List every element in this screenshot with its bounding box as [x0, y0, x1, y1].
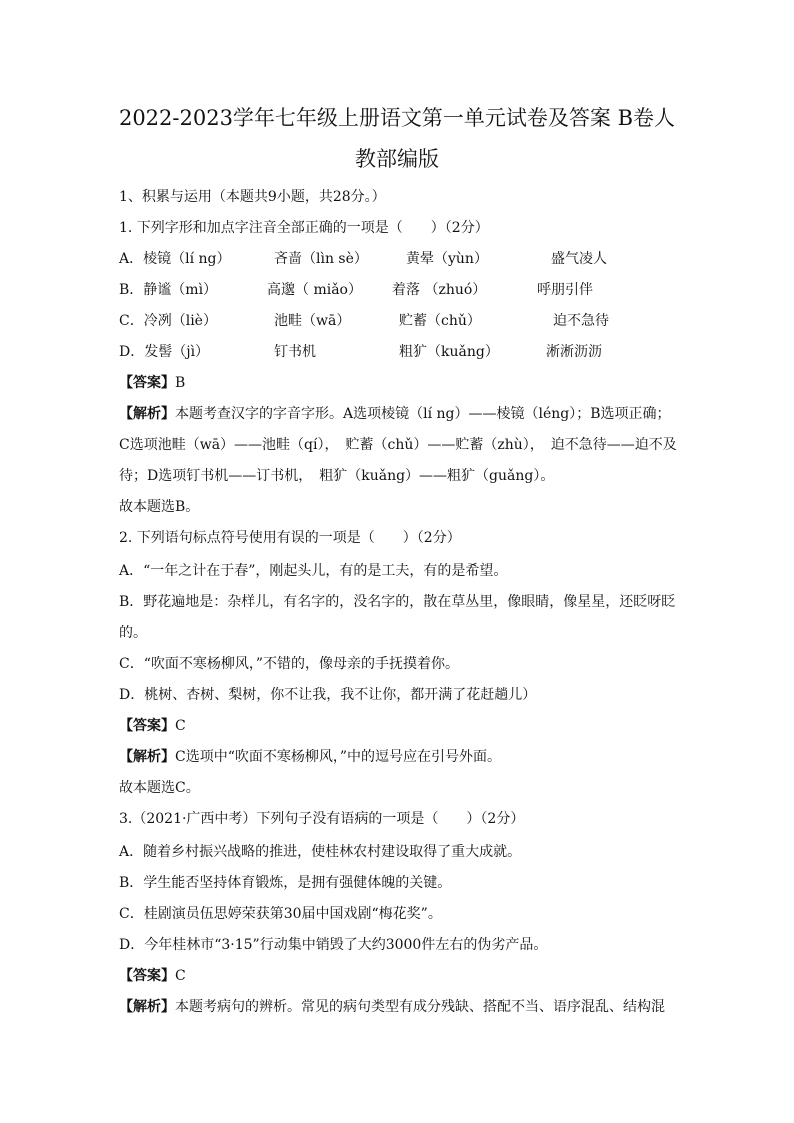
q1-d-item-4: 淅淅沥沥: [546, 344, 602, 360]
q1-a-item-2: 吝啬（lìn sè）: [274, 251, 368, 267]
q2-option-b-cont: 的。: [119, 625, 147, 641]
q2-option-c: C．“吹面不寒杨柳风，”不错的，像母亲的手抚摸着你。: [119, 656, 460, 672]
q1-analysis-line-1: [119, 405, 684, 423]
q1-d-item-1: D．发髻（jì）: [119, 344, 210, 360]
q2-conclusion: 故本题选C。: [119, 780, 200, 796]
q1-b-item-4: 呼朋引伴: [537, 282, 593, 298]
q1-c-item-3: 贮蓄（chǔ）: [399, 313, 481, 329]
q2-option-a: A．“一年之计在于春”，刚起头儿，有的是工夫，有的是希望。: [119, 563, 508, 579]
answer-label: 【答案】: [119, 375, 175, 391]
q1-c-item-4: 迫不急待: [553, 313, 609, 329]
q2-analysis: [119, 748, 684, 766]
answer-value: C: [175, 968, 186, 984]
analysis-text: C选项中“吹面不寒杨柳风，”中的逗号应在引号外面。: [175, 749, 502, 765]
q1-conclusion: 故本题选B。: [119, 499, 200, 515]
q1-b-item-3: 着落 （zhuó）: [392, 282, 487, 298]
q1-c-item-2: 池畦（wā）: [274, 313, 351, 329]
analysis-label: 【解析】: [119, 999, 175, 1015]
q2-answer: [119, 717, 684, 735]
q1-a-item-1: A．棱镜（lí ng）: [119, 251, 231, 267]
q3-analysis: [119, 998, 684, 1016]
q2-stem: 2. 下列语句标点符号使用有误的一项是（ ）（2分）: [119, 530, 461, 546]
document-title-line-1: 2022-2023学年七年级上册语文第一单元试卷及答案 B卷人: [118, 106, 676, 130]
analysis-label: 【解析】: [119, 406, 175, 422]
q2-option-b: B．野花遍地是：杂样儿，有名字的，没名字的，散在草丛里，像眼睛，像星星，还眨呀眨: [119, 594, 676, 610]
q1-c-item-1: C．冷冽（liè）: [119, 313, 217, 329]
q3-option-b: B．学生能否坚持体育锻炼，是拥有强健体魄的关键。: [119, 875, 452, 891]
q1-b-item-1: B．静谧（mì）: [119, 282, 218, 298]
answer-label: 【答案】: [119, 718, 175, 734]
q3-option-d: D．今年桂林市“3·15”行动集中销毁了大约3000件左右的伪劣产品。: [119, 937, 548, 953]
q1-analysis-line-2: C选项池畦（wā）——池畦（qí）， 贮蓄（chǔ）——贮蓄（zhù）， 迫不急待——迫不及: [119, 437, 677, 453]
q1-d-item-3: 粗犷（kuǎng）: [399, 344, 499, 360]
q3-stem: 3.（2021·广西中考）下列句子没有语病的一项是（ ）（2分）: [119, 811, 525, 827]
answer-value: B: [175, 375, 186, 391]
analysis-text: 本题考病句的辨析。常见的病句类型有成分残缺、搭配不当、语序混乱、结构混: [175, 999, 665, 1015]
q3-option-a: A．随着乡村振兴战略的推进，使桂林农村建设取得了重大成就。: [119, 844, 522, 860]
q3-option-c: C．桂剧演员伍思婷荣获第30届中国戏剧“梅花奖”。: [119, 906, 442, 922]
q1-analysis-line-3: 待；D选项钉书机——订书机， 粗犷（kuǎng）——粗犷（guǎng）。: [119, 468, 555, 484]
document-title-line-2: 教部编版: [355, 147, 439, 171]
section-heading: 1、积累与运用（本题共9小题，共28分。）: [119, 189, 386, 205]
q1-answer: [119, 374, 684, 392]
q3-answer: [119, 967, 684, 985]
analysis-text: 本题考查汉字的字音字形。A选项棱镜（lí ng）——棱镜（léng）；B选项正确；: [175, 406, 671, 422]
q1-a-item-4: 盛气凌人: [551, 251, 607, 267]
answer-value: C: [175, 718, 186, 734]
q1-a-item-3: 黄晕（yùn）: [406, 251, 488, 267]
q1-d-item-2: 钉书机: [274, 344, 316, 360]
answer-label: 【答案】: [119, 968, 175, 984]
analysis-label: 【解析】: [119, 749, 175, 765]
q1-b-item-2: 高邈（ miǎo）: [267, 282, 362, 298]
q2-option-d: D．桃树、杏树、梨树，你不让我，我不让你，都开满了花赶趟儿）: [119, 687, 537, 703]
q1-stem: 1. 下列字形和加点字注音全部正确的一项是（ ）（2分）: [119, 220, 489, 236]
